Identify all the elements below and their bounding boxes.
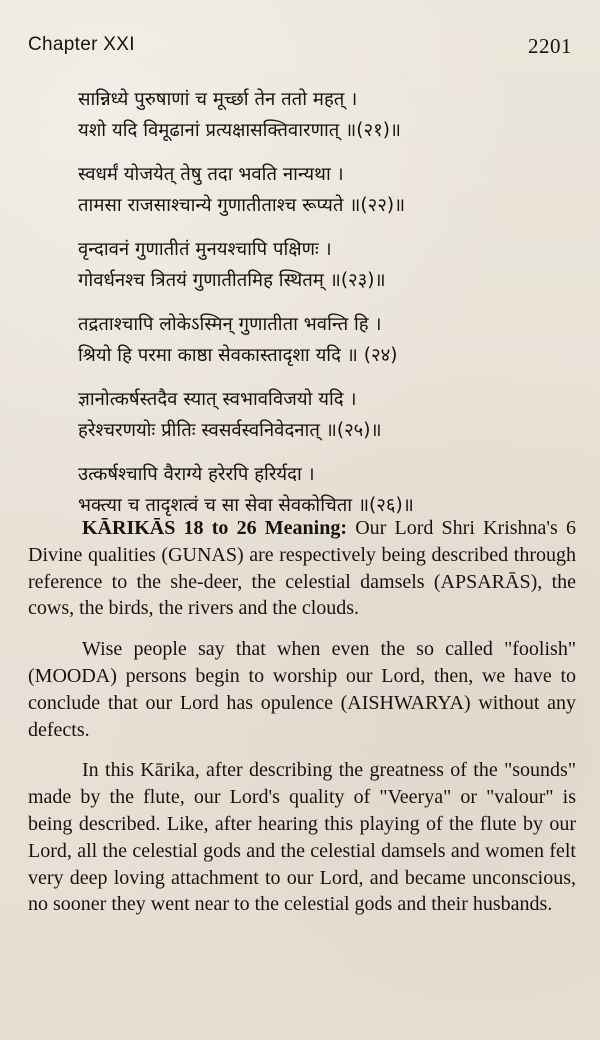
- karikas-heading: KĀRIKĀS 18 to 26 Meaning:: [82, 517, 347, 539]
- chapter-label: Chapter XXI: [28, 34, 135, 55]
- verse-21-line-2: यशो यदि विमूढानां प्रत्यक्षासक्तिवारणात् ॥(२१)॥: [78, 120, 402, 141]
- verse-23: [78, 234, 568, 296]
- verse-24-line-1: तद्रताश्चापि लोकेऽस्मिन् गुणातीता भवन्ति हि ।: [78, 314, 382, 335]
- paragraph-1-text: Our Lord Shri Krishna's 6 Divine qualities (GUNAS) are respectively being described through reference to the she-deer, the celestial damsels (APSARĀS), the cows, the birds, the rivers and the clouds.: [28, 517, 576, 620]
- commentary-paragraph-1: [28, 515, 576, 622]
- verse-25: [78, 384, 568, 446]
- commentary-paragraph-2: Wise people say that when even the so called "foolish" (MOODA) persons begin to worship our Lord, then, we have to conclude that our Lord has opulence (AISHWARYA) without any defects.: [28, 638, 576, 741]
- verse-21-line-1: सान्निध्ये पुरुषाणां च मूर्च्छा तेन ततो महत् ।: [78, 89, 358, 110]
- verse-24: [78, 309, 568, 371]
- verse-22: [78, 159, 568, 221]
- verse-22-line-2: तामसा राजसाश्चान्ये गुणातीताश्च रूप्यते ॥(२२)॥: [78, 195, 406, 216]
- verse-25-line-1: ज्ञानोत्कर्षस्तदैव स्यात् स्वभावविजयो यदि ।: [78, 389, 357, 410]
- verse-26-line-1: उत्कर्षश्चापि वैराग्ये हरेरपि हरिर्यदा ।: [78, 464, 315, 485]
- verse-26-line-2: भक्त्या च तादृशत्वं च सा सेवा सेवकोचिता ॥(२६)॥: [78, 495, 414, 516]
- page-number: 2201: [528, 34, 572, 58]
- verse-26: [78, 459, 568, 521]
- page-header: [28, 34, 572, 62]
- commentary-paragraph-3: In this Kārika, after describing the greatness of the "sounds" made by the flute, our Lord's quality of "Veerya" or "valour" is being described. Like, after hearing this playing of the flute by our Lord, all the celestial gods and the celestial damsels and women felt very deep loving attachment to our Lord, and became unconscious, no sooner they went near to the celestial gods and their husbands.: [28, 759, 576, 916]
- verse-22-line-1: स्वधर्मं योजयेत् तेषु तदा भवति नान्यथा ।: [78, 164, 344, 185]
- verse-24-line-2: श्रियो हि परमा काष्ठा सेवकास्तादृशा यदि ॥ (२४): [78, 345, 398, 366]
- english-commentary: [28, 515, 576, 932]
- sanskrit-verses: [78, 84, 568, 534]
- verse-23-line-1: वृन्दावनं गुणातीतं मुनयश्चापि पक्षिणः ।: [78, 239, 332, 260]
- verse-21: [78, 84, 568, 146]
- verse-25-line-2: हरेश्चरणयोः प्रीतिः स्वसर्वस्वनिवेदनात् ॥(२५)॥: [78, 420, 382, 441]
- verse-23-line-2: गोवर्धनश्च त्रितयं गुणातीतमिह स्थितम् ॥(२३)॥: [78, 270, 386, 291]
